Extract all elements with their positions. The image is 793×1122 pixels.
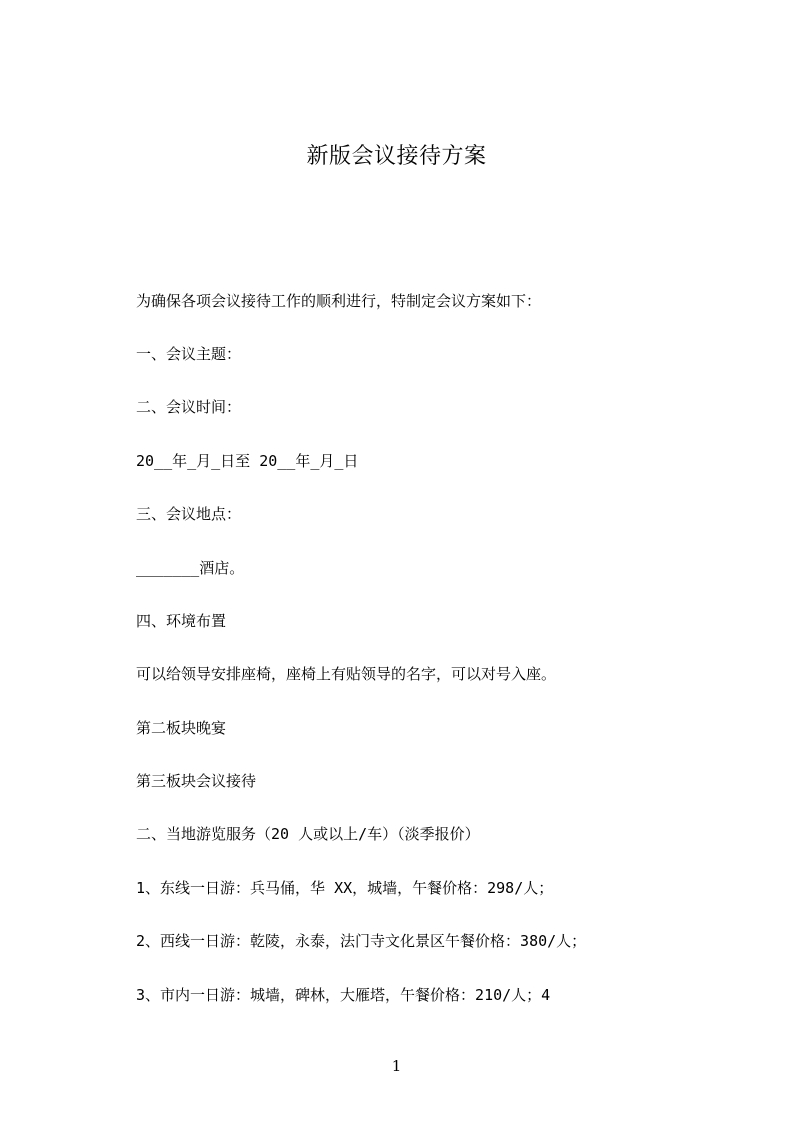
meeting-hotel: _______酒店。 (136, 559, 245, 577)
document-title: 新版会议接待方案 (306, 144, 487, 169)
tour-east-line: 1、东线一日游：兵马俑，华 XX，城墙，午餐价格：298/人； (136, 879, 554, 897)
section-heading-location: 三、会议地点： (136, 505, 242, 523)
section-heading-local-tours: 二、当地游览服务（20 人或以上/车）（淡季报价） (136, 825, 480, 843)
seating-arrangement-text: 可以给领导安排座椅，座椅上有贴领导的名字，可以对号入座。 (136, 665, 557, 683)
tour-west-line: 2、西线一日游：乾陵，永泰，法门寺文化景区午餐价格：380/人； (136, 932, 587, 950)
section-heading-topic: 一、会议主题： (136, 345, 242, 363)
tour-city-line: 3、市内一日游：城墙，碑林，大雁塔，午餐价格：210/人；4 (136, 986, 551, 1004)
intro-paragraph: 为确保各项会议接待工作的顺利进行，特制定会议方案如下： (136, 292, 542, 310)
part-three-reception: 第三板块会议接待 (136, 772, 257, 790)
section-heading-environment: 四、环境布置 (136, 612, 227, 630)
section-heading-time: 二、会议时间： (136, 398, 242, 416)
meeting-date-range: 20__年_月_日至 20__年_月_日 (136, 452, 359, 470)
part-two-banquet: 第二板块晚宴 (136, 719, 227, 737)
page-number: 1 (391, 1057, 402, 1075)
